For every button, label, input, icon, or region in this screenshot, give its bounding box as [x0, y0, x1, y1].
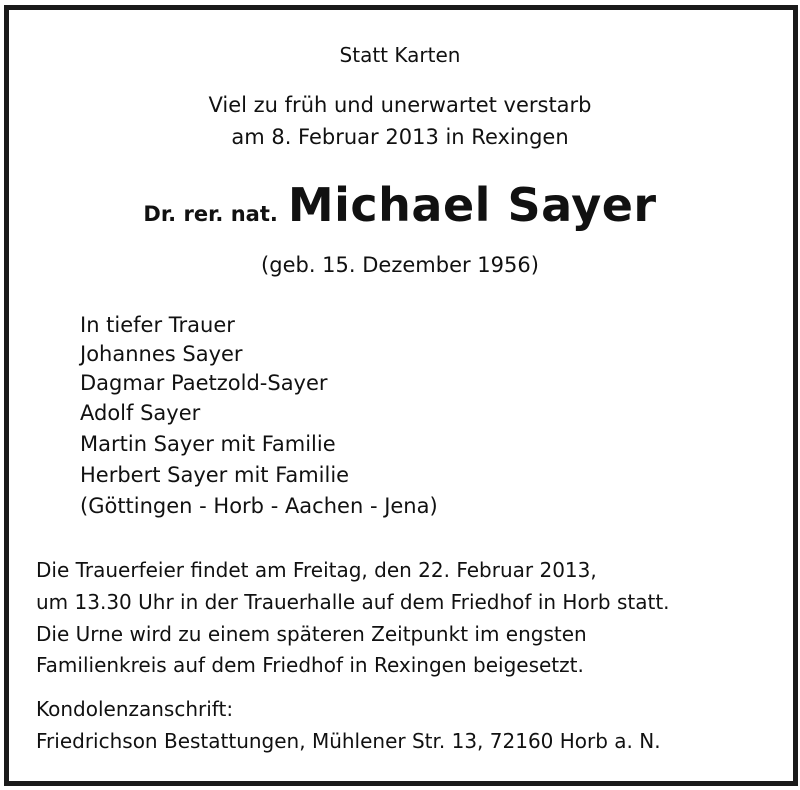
mourner-line: (Göttingen - Horb - Aachen - Jena) [80, 494, 438, 518]
statt-karten-text: Statt Karten [339, 43, 461, 67]
deceased-name: Michael Sayer [287, 178, 657, 232]
ceremony-line: Die Urne wird zu einem späteren Zeitpunkt im engsten [36, 622, 587, 646]
mourner-line: Martin Sayer mit Familie [80, 432, 336, 456]
mourner-line: Herbert Sayer mit Familie [80, 463, 350, 487]
ceremony-line: Die Trauerfeier findet am Freitag, den 22. Februar 2013, [36, 558, 597, 582]
ceremony-line: um 13.30 Uhr in der Trauerhalle auf dem Friedhof in Horb statt. [36, 590, 670, 614]
mourner-line: Dagmar Paetzold-Sayer [80, 371, 328, 395]
academic-title: Dr. rer. nat. [143, 202, 278, 226]
deceased-name-line [0, 178, 800, 232]
mourner-line: Adolf Sayer [80, 401, 201, 425]
condolence-label: Kondolenzanschrift: [36, 697, 234, 721]
condolence-address: Friedrichson Bestattungen, Mühlener Str. 13, 72160 Horb a. N. [36, 729, 661, 753]
mourner-line: Johannes Sayer [80, 342, 243, 366]
mourner-line: In tiefer Trauer [80, 313, 235, 337]
intro-line-2: am 8. Februar 2013 in Rexingen [231, 125, 569, 149]
birth-date: (geb. 15. Dezember 1956) [261, 253, 539, 277]
ceremony-line: Familienkreis auf dem Friedhof in Rexingen beigesetzt. [36, 653, 584, 677]
intro-line-1: Viel zu früh und unerwartet verstarb [208, 93, 592, 117]
